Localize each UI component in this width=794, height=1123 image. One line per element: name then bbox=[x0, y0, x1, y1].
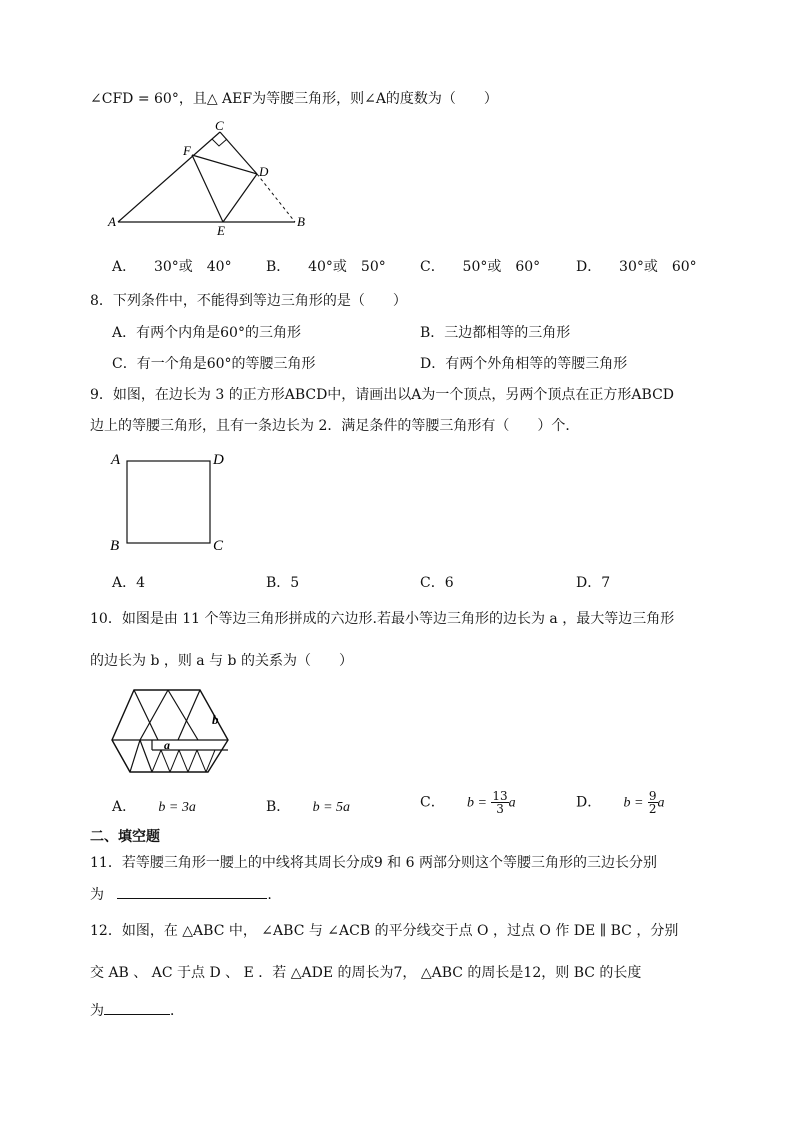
q9-label-c: C bbox=[213, 538, 224, 554]
q9-option-d: D．7 bbox=[576, 575, 611, 591]
q10-option-b: B． b = 5a bbox=[266, 799, 351, 815]
q7-label-d: D bbox=[259, 164, 269, 179]
q9-label-d: D bbox=[213, 452, 224, 468]
q9-square-figure bbox=[105, 448, 235, 558]
q8-option-a: A．有两个内角是60°的三角形 bbox=[112, 325, 301, 341]
q10-option-c-fraction: $\frac{13}{3}$ bbox=[492, 789, 508, 816]
q7-option-d: D． 30°或 60° bbox=[576, 259, 697, 275]
q12-stem-line2: 交 AB 、 AC 于点 D 、 E ．若 △ADE 的周长为7， △ABC 的周长是12，则 BC 的长度 bbox=[90, 965, 642, 981]
q11-answer-blank[interactable] bbox=[117, 884, 267, 899]
q7-option-b: B． 40°或 50° bbox=[266, 259, 386, 275]
q7-label-b: B bbox=[297, 214, 305, 229]
q9-label-b: B bbox=[110, 538, 120, 554]
q9-option-a: A．4 bbox=[112, 575, 146, 591]
q10-option-d-fraction: $\frac{9}{2}$ bbox=[648, 789, 657, 816]
q8-option-b: B．三边都相等的三角形 bbox=[420, 325, 571, 341]
q7-stem: ∠CFD = 60°，且△ AEF为等腰三角形，则∠A的度数为（ ） bbox=[90, 91, 498, 107]
q10-label-a: a bbox=[164, 738, 170, 752]
q10-stem-line2: 的边长为 b ，则 a 与 b 的关系为（ ） bbox=[90, 653, 353, 669]
q12-answer-blank[interactable] bbox=[104, 1000, 170, 1015]
q9-label-a: A bbox=[111, 452, 121, 468]
q10-option-c: C． b = $\frac{13}{3}$ a bbox=[420, 789, 516, 816]
q10-hexagon-figure bbox=[108, 686, 238, 778]
q9-option-c: C．6 bbox=[420, 575, 454, 591]
q8-option-d: D．有两个外角相等的等腰三角形 bbox=[420, 356, 628, 372]
q7-option-a: A． 30°或 40° bbox=[112, 259, 232, 275]
q8-option-c: C．有一个角是60°的等腰三角形 bbox=[112, 356, 316, 372]
q12-stem-line3: 为 ． bbox=[90, 1000, 184, 1020]
q10-stem-line1: 10．如图是由 11 个等边三角形拼成的六边形.若最小等边三角形的边长为 a ，最大等边三角形 bbox=[90, 611, 675, 627]
q9-option-b: B．5 bbox=[266, 575, 300, 591]
q12-stem-line1: 12．如图，在 △ABC 中， ∠ABC 与 ∠ACB 的平分线交于点 O ，过点 O 作 DE ∥ BC ，分别 bbox=[90, 923, 679, 939]
q7-label-f: F bbox=[183, 143, 191, 158]
q10-label-b: b bbox=[212, 712, 219, 727]
q7-triangle-figure bbox=[105, 118, 320, 240]
q8-stem: 8．下列条件中，不能得到等边三角形的是（ ） bbox=[90, 293, 407, 309]
q7-option-c: C． 50°或 60° bbox=[420, 259, 541, 275]
q9-stem-line2: 边上的等腰三角形，且有一条边长为 2．满足条件的等腰三角形有（ ）个． bbox=[90, 418, 580, 434]
q7-label-a: A bbox=[108, 214, 116, 229]
section-title: 二、填空题 bbox=[90, 829, 160, 845]
q11-stem-line2: 为 . bbox=[90, 884, 272, 904]
q11-stem-line1: 11．若等腰三角形一腰上的中线将其周长分成9 和 6 两部分则这个等腰三角形的三边长分别 bbox=[90, 855, 657, 871]
q9-stem-line1: 9．如图，在边长为 3 的正方形ABCD中，请画出以A为一个顶点，另两个顶点在正方形ABCD bbox=[90, 387, 675, 403]
q10-option-a: A． b = 3a bbox=[112, 799, 196, 815]
q7-label-e: E bbox=[217, 223, 225, 238]
q7-label-c: C bbox=[215, 118, 224, 133]
q10-option-d: D． b = $\frac{9}{2}$ a bbox=[576, 789, 665, 816]
